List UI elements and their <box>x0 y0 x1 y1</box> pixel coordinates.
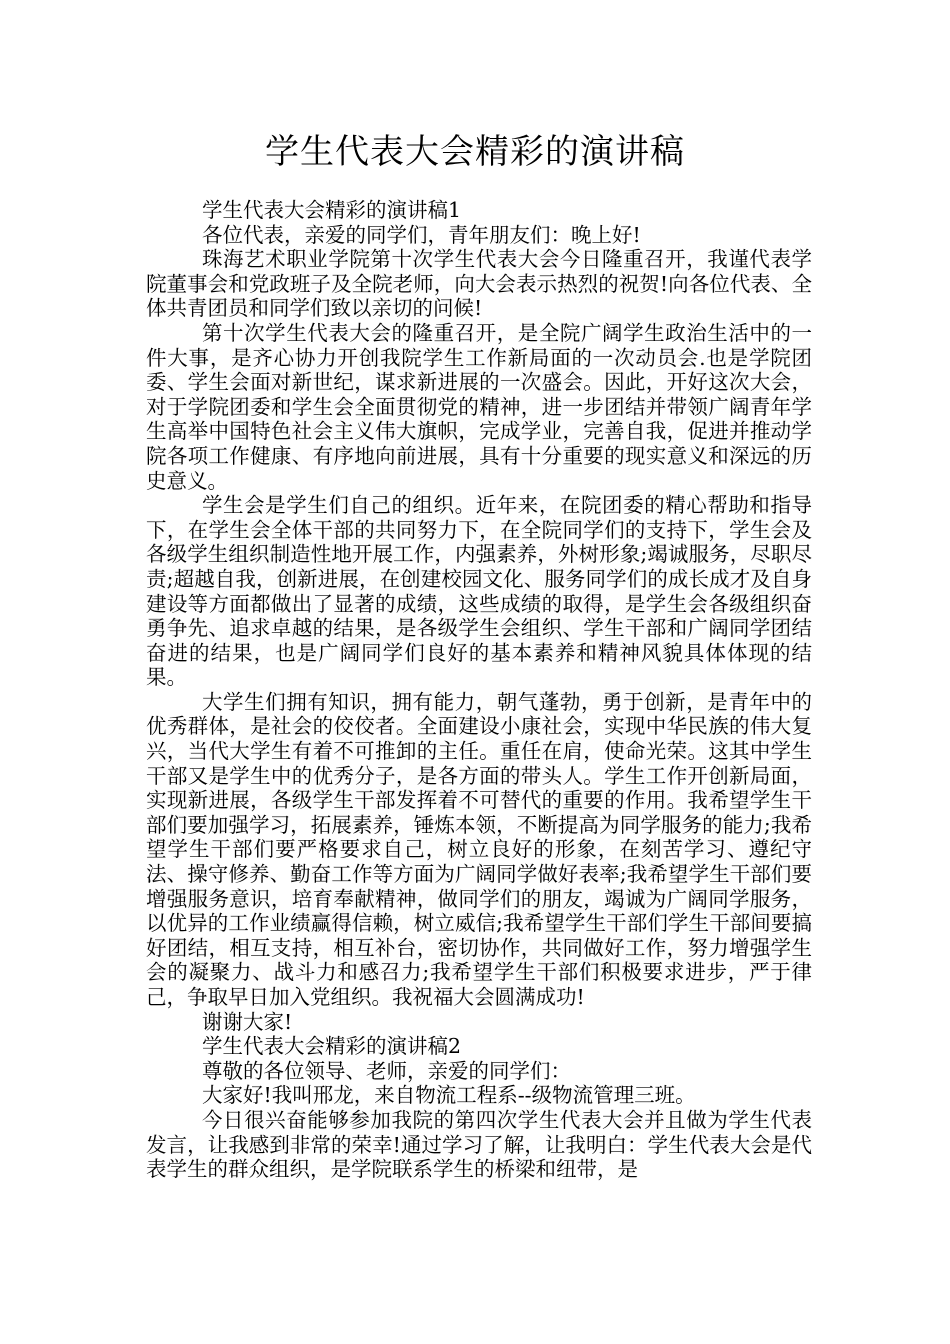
paragraph: 第十次学生代表大会的隆重召开，是全院广阔学生政治生活中的一件大事，是齐心协力开创我院学生工作新局面的一次动员会.也是学院团委、学生会面对新世纪，谋求新进展的一次盛会。因此，开好这次大会，对于学院团委和学生会全面贯彻党的精神，进一步团结并带领广阔青年学生高举中国特色社会主义伟大旗帜，完成学业，完善自我，促进并推动学院各项工作健康、有序地向前进展，具有十分重要的现实意义和深远的历史意义。 <box>146 320 812 493</box>
speech-heading: 学生代表大会精彩的演讲稿2 <box>202 1034 462 1059</box>
paragraph: 学生会是学生们自己的组织。近年来，在院团委的精心帮助和指导下，在学生会全体干部的共同努力下，在全院同学们的支持下，学生会及各级学生组织制造性地开展工作，内强素养，外树形象;竭诚服务，尽职尽责;超越自我，创新进展，在创建校园文化、服务同学们的成长成才及自身建设等方面都做出了显著的成绩，这些成绩的取得，是学生会各级组织奋勇争先、追求卓越的结果，是各级学生会组织、学生干部和广阔同学团结奋进的结果，也是广阔同学们良好的基本素养和精神风貌具体体现的结果。 <box>146 493 812 690</box>
document-body <box>146 198 812 1182</box>
paragraph: 大学生们拥有知识，拥有能力，朝气蓬勃，勇于创新，是青年中的优秀群体，是社会的佼佼者。全面建设小康社会，实现中华民族的伟大复兴，当代大学生有着不可推卸的主任。重任在肩，使命光荣。这其中学生干部又是学生中的优秀分子，是各方面的带头人。学生工作开创新局面，实现新进展，各级学生干部发挥着不可替代的重要的作用。我希望学生干部们要加强学习，拓展素养，锤炼本领，不断提高为同学服务的能力;我希望学生干部们要严格要求自己，树立良好的形象，在刻苦学习、遵纪守法、操守修养、勤奋工作等方面为广阔同学做好表率;我希望学生干部们要增强服务意识，培育奉献精神，做同学们的朋友，竭诚为广阔同学服务，以优异的工作业绩赢得信赖，树立威信;我希望学生干部们学生干部间要搞好团结，相互支持，相互补台，密切协作，共同做好工作，努力增强学生会的凝聚力、战斗力和感召力;我希望学生干部们积极要求进步，严于律己，争取早日加入党组织。我祝福大会圆满成功! <box>146 689 812 1009</box>
paragraph: 尊敬的各位领导、老师，亲爱的同学们： <box>202 1058 571 1083</box>
document-title: 学生代表大会精彩的演讲稿 <box>265 132 685 172</box>
paragraph: 珠海艺术职业学院第十次学生代表大会今日隆重召开，我谨代表学院董事会和党政班子及全院老师，向大会表示热烈的祝贺!向各位代表、全体共青团员和同学们致以亲切的问候! <box>146 247 812 321</box>
paragraph: 谢谢大家! <box>202 1009 293 1034</box>
paragraph: 今日很兴奋能够参加我院的第四次学生代表大会并且做为学生代表发言，让我感到非常的荣幸!通过学习了解，让我明白：学生代表大会是代表学生的群众组织，是学院联系学生的桥梁和纽带，是 <box>146 1107 812 1182</box>
paragraph: 大家好!我叫邢龙，来自物流工程系--级物流管理三班。 <box>202 1083 696 1108</box>
speech-heading: 学生代表大会精彩的演讲稿1 <box>202 198 462 222</box>
paragraph: 各位代表，亲爱的同学们，青年朋友们：晚上好! <box>202 222 641 247</box>
